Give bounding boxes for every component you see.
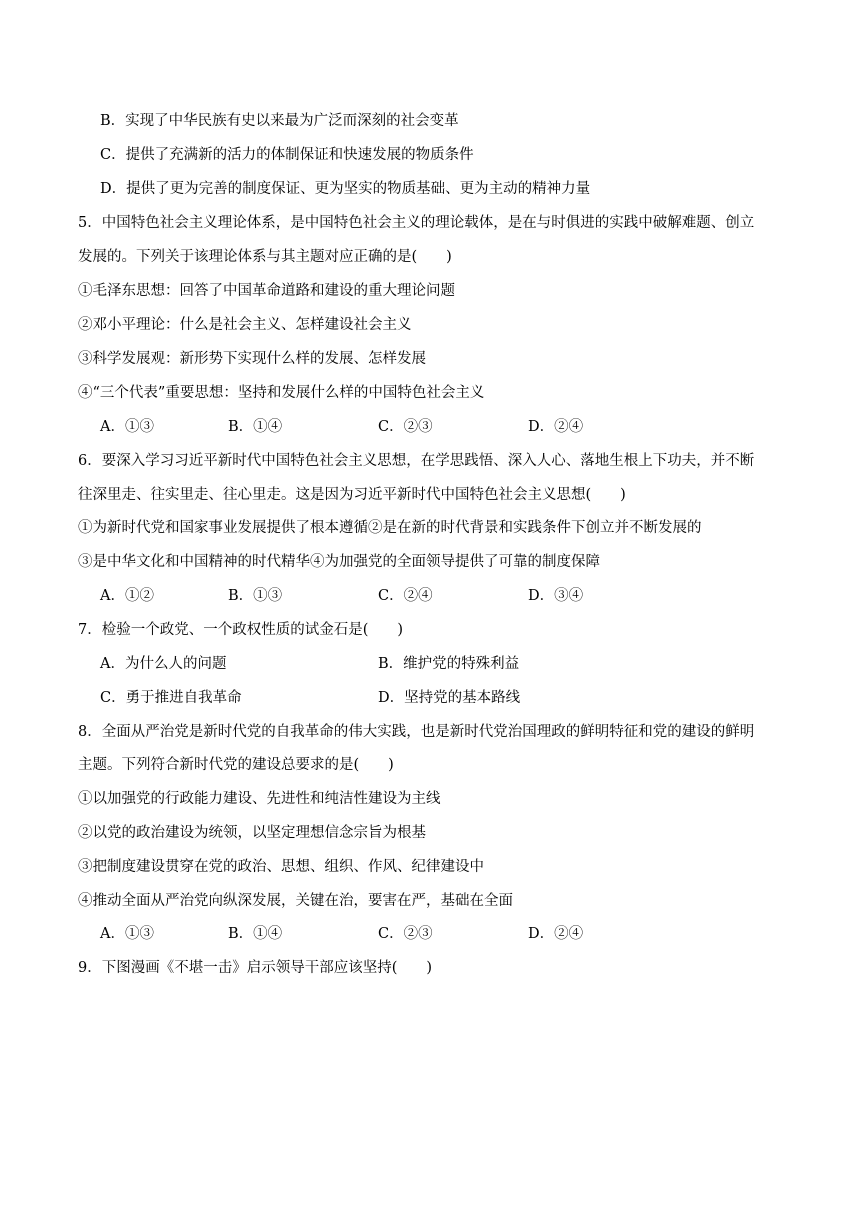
q8-item-2: ②以党的政治建设为统领，以坚定理想信念宗旨为根基 <box>78 825 426 841</box>
q8-stem-line2: 主题。下列符合新时代党的建设总要求的是( ) <box>78 757 394 773</box>
q7-option-c: C．勇于推进自我革命 <box>100 690 242 706</box>
q5-item-2: ②邓小平理论：什么是社会主义、怎样建设社会主义 <box>78 317 412 333</box>
q8-option-b: B．①④ <box>228 926 283 942</box>
q8-option-d: D．②④ <box>528 926 584 942</box>
q4-option-d: D．提供了更为完善的制度保证、更为坚实的物质基础、更为主动的精神力量 <box>100 181 591 197</box>
q7-option-b: B．维护党的特殊利益 <box>378 656 520 672</box>
q6-stem-line2: 往深里走、往实里走、往心里走。这是因为习近平新时代中国特色社会主义思想( ) <box>78 487 626 503</box>
q7-stem: 7．检验一个政党、一个政权性质的试金石是( ) <box>78 622 404 638</box>
q4-option-c: C．提供了充满新的活力的体制保证和快速发展的物质条件 <box>100 147 474 163</box>
q6-stem-line1: 6．要深入学习习近平新时代中国特色社会主义思想，在学思践悟、深入人心、落地生根上下功夫，并不断 <box>78 453 755 469</box>
q8-option-a: A．①③ <box>100 926 154 942</box>
q7-option-d: D．坚持党的基本路线 <box>378 690 521 706</box>
q6-option-b: B．①③ <box>228 588 283 604</box>
q5-stem-line1: 5．中国特色社会主义理论体系，是中国特色社会主义的理论载体，是在与时俱进的实践中破解难题、创立 <box>78 215 755 231</box>
q5-item-3: ③科学发展观：新形势下实现什么样的发展、怎样发展 <box>78 351 426 367</box>
q5-option-a: A．①③ <box>100 419 154 435</box>
q9-stem: 9．下图漫画《不堪一击》启示领导干部应该坚持( ) <box>78 960 433 976</box>
q6-item-1: ①为新时代党和国家事业发展提供了根本遵循②是在新的时代背景和实践条件下创立并不断发展的 <box>78 520 702 536</box>
q5-option-b: B．①④ <box>228 419 283 435</box>
q6-option-d: D．③④ <box>528 588 584 604</box>
q8-item-4: ④推动全面从严治党向纵深发展，关键在治，要害在严，基础在全面 <box>78 893 513 909</box>
q8-item-1: ①以加强党的行政能力建设、先进性和纯洁性建设为主线 <box>78 791 441 807</box>
q4-option-b: B．实现了中华民族有史以来最为广泛而深刻的社会变革 <box>100 113 459 129</box>
q6-option-a: A．①② <box>100 588 154 604</box>
q8-option-c: C．②③ <box>378 926 433 942</box>
q5-option-c: C．②③ <box>378 419 433 435</box>
q5-option-d: D．②④ <box>528 419 584 435</box>
q7-option-a: A．为什么人的问题 <box>100 656 227 672</box>
q6-option-c: C．②④ <box>378 588 433 604</box>
q5-item-4: ④“三个代表”重要思想：坚持和发展什么样的中国特色社会主义 <box>78 385 485 401</box>
q8-stem-line1: 8．全面从严治党是新时代党的自我革命的伟大实践，也是新时代党治国理政的鲜明特征和党的建设的鲜明 <box>78 724 755 740</box>
q6-item-2: ③是中华文化和中国精神的时代精华④为加强党的全面领导提供了可靠的制度保障 <box>78 554 600 570</box>
q8-item-3: ③把制度建设贯穿在党的政治、思想、组织、作风、纪律建设中 <box>78 859 484 875</box>
q5-stem-line2: 发展的。下列关于该理论体系与其主题对应正确的是( ) <box>78 249 452 265</box>
q5-item-1: ①毛泽东思想：回答了中国革命道路和建设的重大理论问题 <box>78 283 455 299</box>
